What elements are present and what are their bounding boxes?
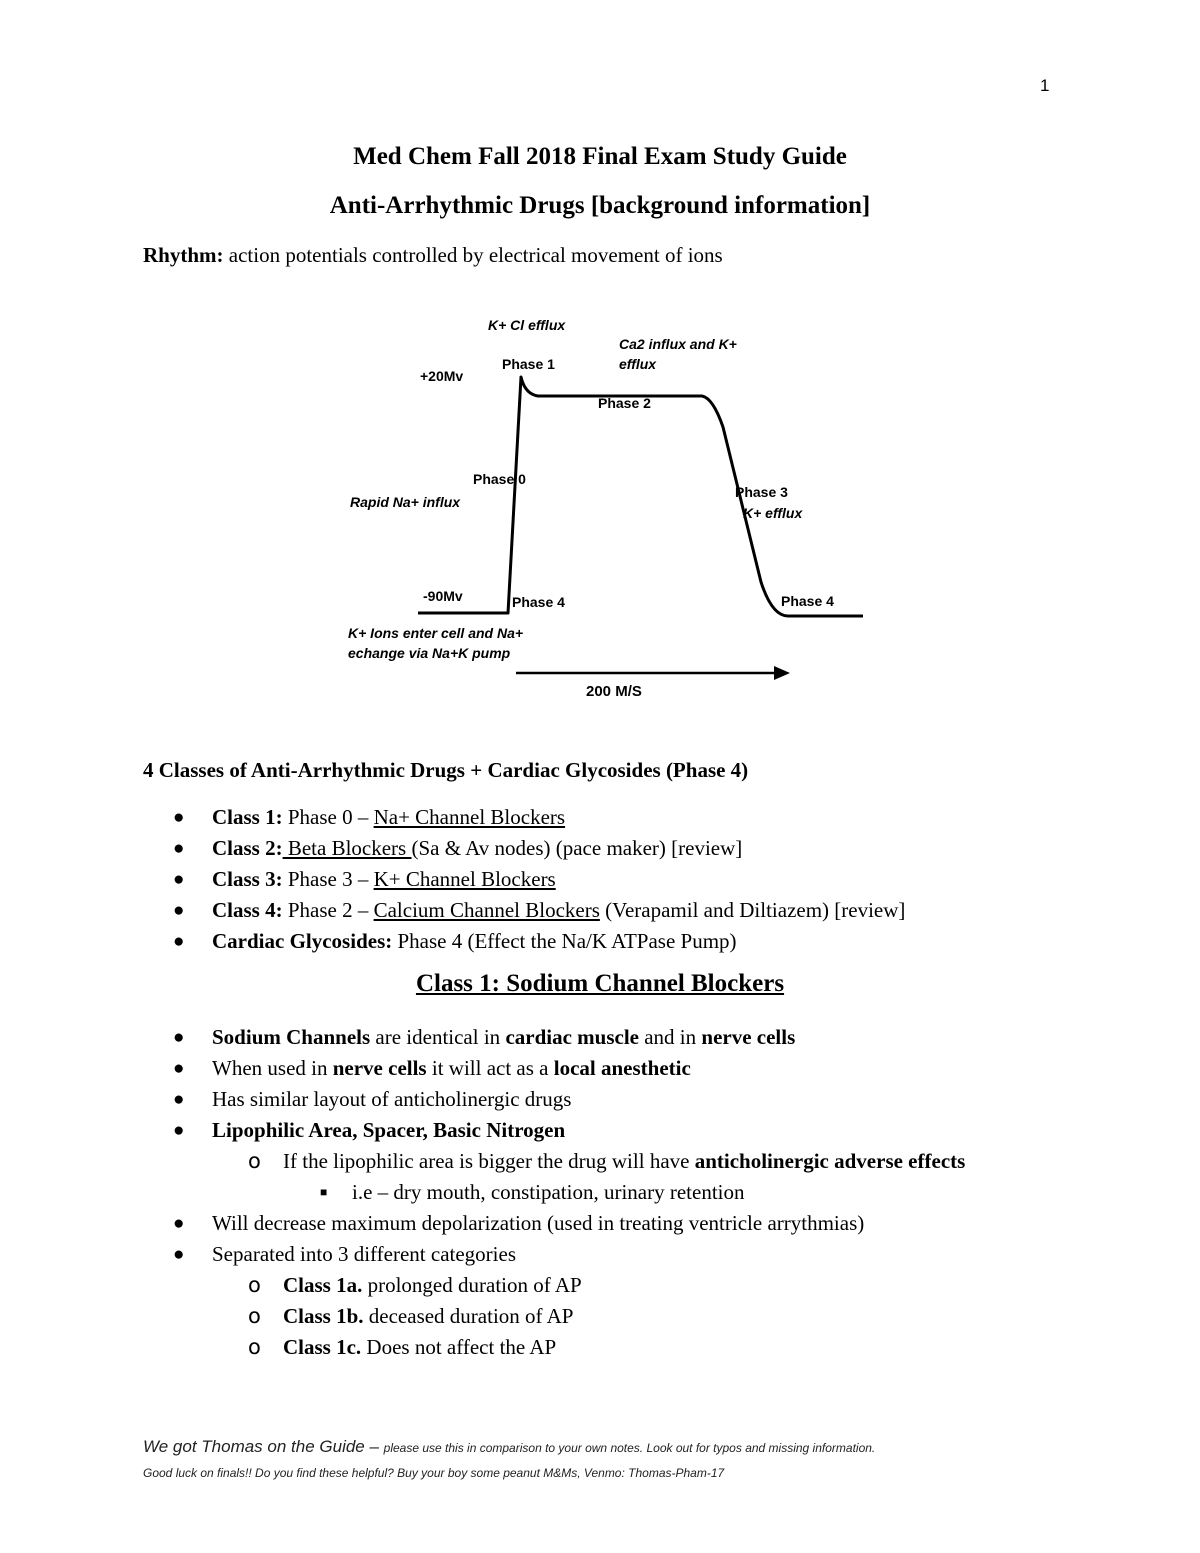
list-item <box>0 895 1200 926</box>
minus90mv-label: -90Mv <box>423 588 463 604</box>
ca-influx-label-2: efflux <box>619 356 657 372</box>
list-item <box>0 1084 1200 1115</box>
rhythm-line <box>143 243 723 268</box>
phase4-right-label: Phase 4 <box>781 593 834 609</box>
phase2-label: Phase 2 <box>598 395 651 411</box>
footer-line-2: Good luck on finals!! Do you find these helpful? Buy your boy some peanut M&Ms, Venmo: Thomas-Pham-17 <box>143 1466 725 1480</box>
bullet-icon: ● <box>173 1244 185 1265</box>
class-drug-type: Calcium Channel Blockers <box>373 898 600 922</box>
circle-bullet-icon: o <box>248 1335 261 1359</box>
class-label: Class 2: <box>212 836 283 860</box>
bold-term: cardiac muscle <box>505 1025 639 1049</box>
bold-term: Class 1a. <box>283 1273 363 1297</box>
square-bullet-icon: ■ <box>320 1185 328 1199</box>
list-item <box>0 1270 1200 1301</box>
text: Separated into 3 different categories <box>212 1242 516 1266</box>
action-potential-curve <box>418 377 863 616</box>
class-label: Cardiac Glycosides: <box>212 929 393 953</box>
plus20mv-label: +20Mv <box>420 368 464 384</box>
list-item <box>0 1301 1200 1332</box>
text: Will decrease maximum depolarization (used in treating ventricle arrythmias) <box>212 1211 865 1235</box>
footer-line-1 <box>143 1437 875 1457</box>
phase0-label: Phase 0 <box>473 471 526 487</box>
classes-heading: 4 Classes of Anti-Arrhythmic Drugs + Cardiac Glycosides (Phase 4) <box>143 758 749 782</box>
document-title: Med Chem Fall 2018 Final Exam Study Guide <box>353 143 847 170</box>
bold-term: Lipophilic Area, Spacer, Basic Nitrogen <box>212 1118 566 1142</box>
class-drug-type: Na+ Channel Blockers <box>373 805 566 829</box>
list-item <box>0 1022 1200 1053</box>
time-arrow-head <box>774 666 790 680</box>
list-item <box>0 1177 1200 1208</box>
circle-bullet-icon: o <box>248 1304 261 1328</box>
bold-term: Class 1b. <box>283 1304 364 1328</box>
class-text: Phase 3 – <box>282 867 374 891</box>
k-ions-label-1: K+ Ions enter cell and Na+ <box>348 625 524 641</box>
list-item <box>0 1146 1200 1177</box>
rhythm-text: action potentials controlled by electrical movement of ions <box>223 243 723 267</box>
k-cl-efflux-label: K+ Cl efflux <box>488 317 566 333</box>
text: If the lipophilic area is bigger the drug will have <box>283 1149 695 1173</box>
bullet-icon: ● <box>173 1120 185 1141</box>
text: it will act as a <box>426 1056 554 1080</box>
classes-list <box>0 802 1200 957</box>
bold-term: nerve cells <box>332 1056 427 1080</box>
bullet-icon: ● <box>173 838 185 859</box>
bullet-icon: ● <box>173 807 185 828</box>
text: deceased duration of AP <box>363 1304 574 1328</box>
text: prolonged duration of AP <box>362 1273 582 1297</box>
circle-bullet-icon: o <box>248 1273 261 1297</box>
bold-term: Sodium Channels <box>212 1025 371 1049</box>
text: i.e – dry mouth, constipation, urinary retention <box>352 1180 745 1204</box>
bullet-icon: ● <box>173 1058 185 1079</box>
list-item <box>0 802 1200 833</box>
action-potential-diagram <box>318 282 878 712</box>
phase3-label: Phase 3 <box>735 484 788 500</box>
class1-heading: Class 1: Sodium Channel Blockers <box>415 970 785 997</box>
time-scale-label: 200 M/S <box>586 683 642 700</box>
bullet-icon: ● <box>173 1089 185 1110</box>
list-item <box>0 1208 1200 1239</box>
list-item <box>0 1239 1200 1270</box>
k-efflux-label: K+ efflux <box>743 505 803 521</box>
bullet-icon: ● <box>173 869 185 890</box>
rhythm-label: Rhythm: <box>143 243 224 267</box>
page-number: 1 <box>1040 76 1050 95</box>
bold-term: anticholinergic adverse effects <box>694 1149 966 1173</box>
class-text: Phase 2 – <box>282 898 374 922</box>
class-drug-type: Beta Blockers <box>282 836 412 860</box>
list-item <box>0 864 1200 895</box>
class-label: Class 3: <box>212 867 283 891</box>
bold-term: nerve cells <box>701 1025 796 1049</box>
phase4-left-label: Phase 4 <box>512 594 565 610</box>
text: Has similar layout of anticholinergic drugs <box>212 1087 572 1111</box>
bullet-icon: ● <box>173 1027 185 1048</box>
bold-term: local anesthetic <box>553 1056 691 1080</box>
list-item <box>0 1332 1200 1363</box>
document-subtitle: Anti-Arrhythmic Drugs [background information] <box>329 192 871 219</box>
bullet-icon: ● <box>173 1213 185 1234</box>
class-note: (Sa & Av nodes) (pace maker) [review] <box>411 836 743 860</box>
class-text: Phase 4 (Effect the Na/K ATPase Pump) <box>392 929 737 953</box>
rapid-na-influx-label: Rapid Na+ influx <box>350 494 461 510</box>
class-label: Class 4: <box>212 898 283 922</box>
bullet-icon: ● <box>173 931 185 952</box>
list-item <box>0 833 1200 864</box>
class-label: Class 1: <box>212 805 283 829</box>
phase1-label: Phase 1 <box>502 356 555 372</box>
text: and in <box>638 1025 702 1049</box>
bullet-icon: ● <box>173 900 185 921</box>
circle-bullet-icon: o <box>248 1149 261 1173</box>
text: When used in <box>212 1056 333 1080</box>
bold-term: Class 1c. <box>283 1335 362 1359</box>
class1-list <box>0 1022 1200 1363</box>
text: are identical in <box>370 1025 506 1049</box>
class-drug-type: K+ Channel Blockers <box>373 867 556 891</box>
footer-note: please use this in comparison to your own notes. Look out for typos and missing information. <box>383 1441 876 1455</box>
class-note: (Verapamil and Diltiazem) [review] <box>599 898 906 922</box>
action-potential-figure <box>318 282 878 712</box>
k-ions-label-2: echange via Na+K pump <box>348 645 511 661</box>
list-item <box>0 926 1200 957</box>
class-text: Phase 0 – <box>282 805 374 829</box>
list-item <box>0 1115 1200 1146</box>
list-item <box>0 1053 1200 1084</box>
text: Does not affect the AP <box>361 1335 557 1359</box>
footer-lead: We got Thomas on the Guide – <box>143 1437 384 1456</box>
ca-influx-label-1: Ca2 influx and K+ <box>619 336 737 352</box>
